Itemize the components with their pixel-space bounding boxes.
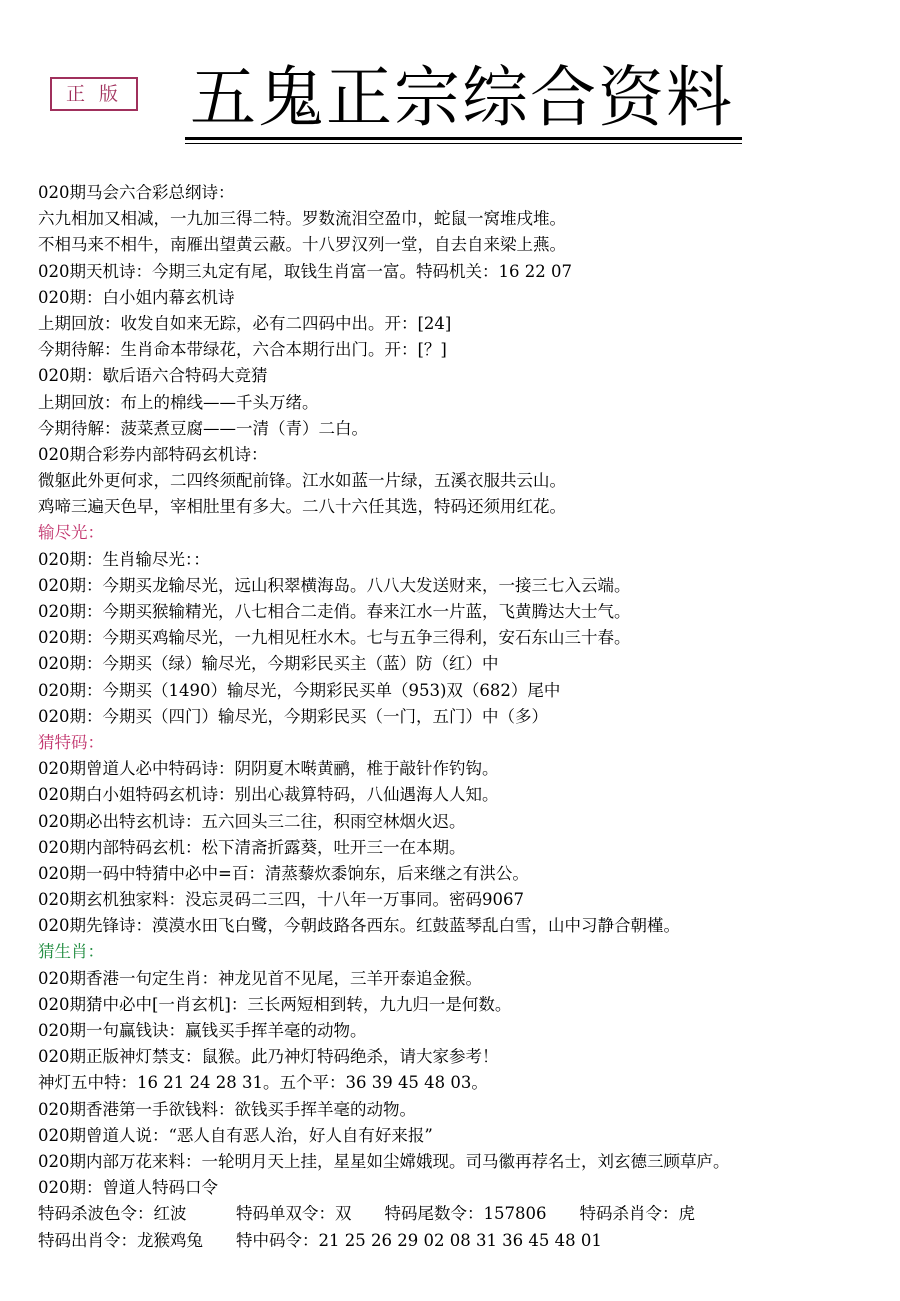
text-line: 020期天机诗：今期三丸定有尾，取钱生肖富一富。特码机关：16 22 07 <box>38 261 572 281</box>
text-line: 020期：今期买（绿）输尽光，今期彩民买主（蓝）防（红）中 <box>38 654 499 674</box>
section-heading: 猜特码： <box>38 732 104 752</box>
genuine-edition-badge: 正 版 <box>50 77 138 111</box>
text-line: 鸡啼三遍天色早，宰相肚里有多大。二八十六任其选，特码还须用红花。 <box>38 497 566 517</box>
text-line: 020期猜中必中[一肖玄机]：三长两短相到转，九九归一是何数。 <box>38 994 512 1014</box>
text-line: 020期内部万花来料：一轮明月天上挂，星星如尘嫦娥现。司马徽再荐名士，刘玄德三顾草庐。 <box>38 1151 730 1171</box>
text-line: 020期：曾道人特码口令 <box>38 1178 218 1198</box>
text-line: 020期：白小姐内幕玄机诗 <box>38 287 235 307</box>
text-line: 上期回放：收发自如来无踪，必有二四码中出。开：[24] <box>38 313 452 333</box>
text-line: 020期：今期买龙输尽光，远山积翠横海岛。八八大发送财来，一接三七入云端。 <box>38 575 631 595</box>
title-underline-thin <box>185 143 742 144</box>
text-line: 020期白小姐特码玄机诗：别出心裁算特码，八仙遇海人人知。 <box>38 785 499 805</box>
document-body <box>38 180 893 1254</box>
text-line: 020期：歇后语六合特码大竞猜 <box>38 366 268 386</box>
text-line: 020期一码中特猜中必中=百：清蒸藜炊黍饷东，后来继之有洪公。 <box>38 863 529 883</box>
text-line: 特码杀波色令：红波 特码单双令：双 特码尾数令：157806 特码杀肖令：虎 <box>38 1204 695 1224</box>
text-line: 微躯此外更何求，二四终须配前锋。江水如蓝一片绿，五溪衣服共云山。 <box>38 471 566 491</box>
section-heading: 输尽光： <box>38 523 104 543</box>
text-line: 020期正版神灯禁支：鼠猴。此乃神灯特码绝杀，请大家参考！ <box>38 1047 499 1067</box>
text-line: 神灯五中特：16 21 24 28 31。五个平：36 39 45 48 03。 <box>38 1073 488 1093</box>
text-line: 020期：今期买（1490）输尽光，今期彩民买单（953)双（682）尾中 <box>38 680 561 700</box>
text-line: 020期一句赢钱诀：赢钱买手挥羊毫的动物。 <box>38 1021 367 1040</box>
text-line: 020期：今期买猴输精光，八七相合二走俏。春来江水一片蓝，飞黄腾达大士气。 <box>38 602 631 621</box>
text-line: 020期先锋诗：漠漠水田飞白鹭，今朝歧路各西东。红鼓蓝琴乱白雪，山中习静合朝槿。 <box>38 916 680 936</box>
text-line: 020期：今期买（四门）输尽光，今期彩民买（一门，五门）中（多） <box>38 706 548 726</box>
text-line: 020期曾道人必中特码诗：阴阴夏木啭黄鹂，椎于敲针作钓钩。 <box>38 759 499 779</box>
text-line: 020期必出特玄机诗：五六回头三二往，积雨空林烟火迟。 <box>38 811 466 831</box>
text-line: 今期待解：菠菜煮豆腐——一清（青）二白。 <box>38 418 368 438</box>
text-line: 020期曾道人说：“恶人自有恶人治，好人自有好来报” <box>38 1125 433 1145</box>
text-line: 020期香港第一手欲钱料：欲钱买手挥羊毫的动物。 <box>38 1099 416 1119</box>
section-heading: 猜生肖： <box>38 942 104 962</box>
text-line: 上期回放：布上的棉线——千头万绪。 <box>38 392 319 412</box>
page-title: 五鬼正宗综合资料 <box>190 59 734 136</box>
text-line: 020期内部特码玄机：松下清斋折露葵，吐开三一在本期。 <box>38 837 466 857</box>
text-line: 020期合彩券内部特码玄机诗： <box>38 444 268 464</box>
text-line: 020期玄机独家料：没忘灵码二三四，十八年一万事同。密码9067 <box>38 890 524 910</box>
text-line: 六九相加又相减，一九加三得二特。罗数流泪空盈巾，蛇鼠一窝堆戌堆。 <box>38 209 566 229</box>
text-line: 020期：生肖输尽光：： <box>38 549 210 569</box>
text-line: 不相马来不相牛，南雁出望黄云蔽。十八罗汉列一堂，自去自来梁上燕。 <box>38 235 566 255</box>
text-line: 特码出肖令：龙猴鸡兔 特中码令：21 25 26 29 02 08 31 36 45 48 01 <box>38 1230 602 1250</box>
text-line: 020期马会六合彩总纲诗： <box>38 183 235 202</box>
text-line: 020期香港一句定生肖：神龙见首不见尾，三羊开泰追金猴。 <box>38 968 482 988</box>
title-underline <box>185 137 742 140</box>
text-line: 020期：今期买鸡输尽光，一九相见枉水木。七与五争三得利，安石东山三十春。 <box>38 628 631 648</box>
text-line: 今期待解：生肖命本带绿花，六合本期行出门。开：[？] <box>38 340 447 360</box>
